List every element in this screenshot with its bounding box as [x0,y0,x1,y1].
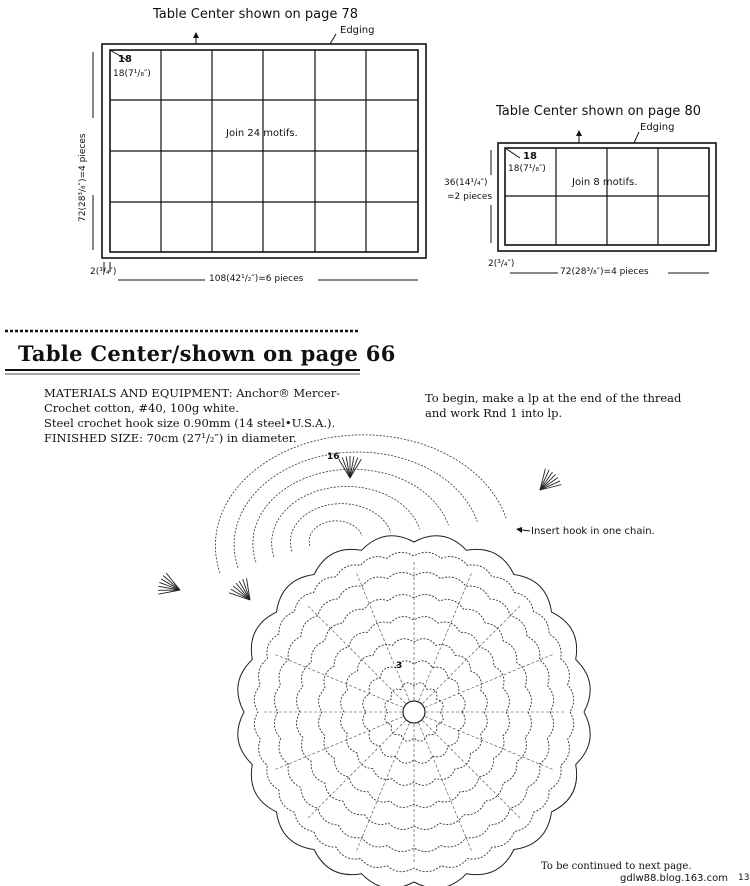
chart-arc [290,504,390,552]
chart-spoke [425,655,552,708]
chart-round [363,661,465,763]
diagram1-motif-size: 18(7¹/₈″) [113,69,151,79]
diagram2-height-label-2: =2 pieces [447,192,493,202]
chart-spoke [425,717,552,770]
chart-arc [253,469,449,562]
round-label-3: 3 [396,661,403,671]
materials-line-2: Crochet cotton, #40, 100g white. [44,401,239,415]
chart-spoke [422,720,520,818]
chart-spoke [419,723,472,850]
chart-fan [339,456,362,478]
chart-spoke [357,573,410,700]
round-label-16: 16 [327,452,340,462]
diagram1-height-label: 72(28³/₈″)=4 pieces [78,133,88,222]
diagram1-title: Table Center shown on page 78 [153,7,359,22]
continued-note: To be continued to next page. [541,861,692,872]
diagram2-title: Table Center shown on page 80 [496,104,702,119]
chart-spoke [419,573,472,700]
diagram1-border-label: 2(³/₄″) [90,267,117,277]
chart-note: Insert hook in one chain. [531,526,655,537]
chart-arc [309,521,362,546]
chart-round [254,552,573,871]
chart-spoke [275,717,402,770]
chart-fan [532,466,564,498]
begin-line-2: and work Rnd 1 into lp. [425,406,563,420]
page-number: 13 [738,873,750,883]
chart-spoke [422,606,520,704]
chart-spoke [275,655,402,708]
diagram1-edging-label: Edging [340,25,375,36]
diagram2-width-label: 72(28³/₈″)=4 pieces [560,267,649,277]
chart-spoke [308,606,406,704]
watermark: gdlw88.blog.163.com [620,873,728,884]
diagram1-motif-number: 18 [118,54,132,65]
chart-arc [272,486,420,556]
chart-spoke [308,720,406,818]
diagram2-border-label: 2(³/₄″) [488,259,515,269]
diagram2-motif-size: 18(7¹/₈″) [508,164,546,174]
center-ring [403,701,425,723]
chart-spoke [357,723,410,850]
diagram1-width-label: 108(42¹/₂″)=6 pieces [209,274,304,284]
diagram2-join-text: Join 8 motifs. [572,177,638,188]
finished-size: FINISHED SIZE: 70cm (27¹/₂″) in diameter. [44,431,297,445]
diagram2-height-label-1: 36(14¹/₄″) [444,178,488,188]
section-heading: Table Center/shown on page 66 [18,341,396,366]
materials-line-3: Steel crochet hook size 0.90mm (14 steel•U.S.A.). [44,416,336,430]
materials-line-1: MATERIALS AND EQUIPMENT: Anchor® Mercer- [44,386,341,400]
chart-arc [215,435,506,573]
diagram1-join-text: Join 24 motifs. [226,128,298,139]
chart-fan [155,572,183,601]
begin-line-1: To begin, make a lp at the end of the thread [425,391,682,405]
chart-fan [227,576,258,607]
diagram2-motif-number: 18 [523,151,537,162]
diagram2-edging-label: Edging [640,122,675,133]
